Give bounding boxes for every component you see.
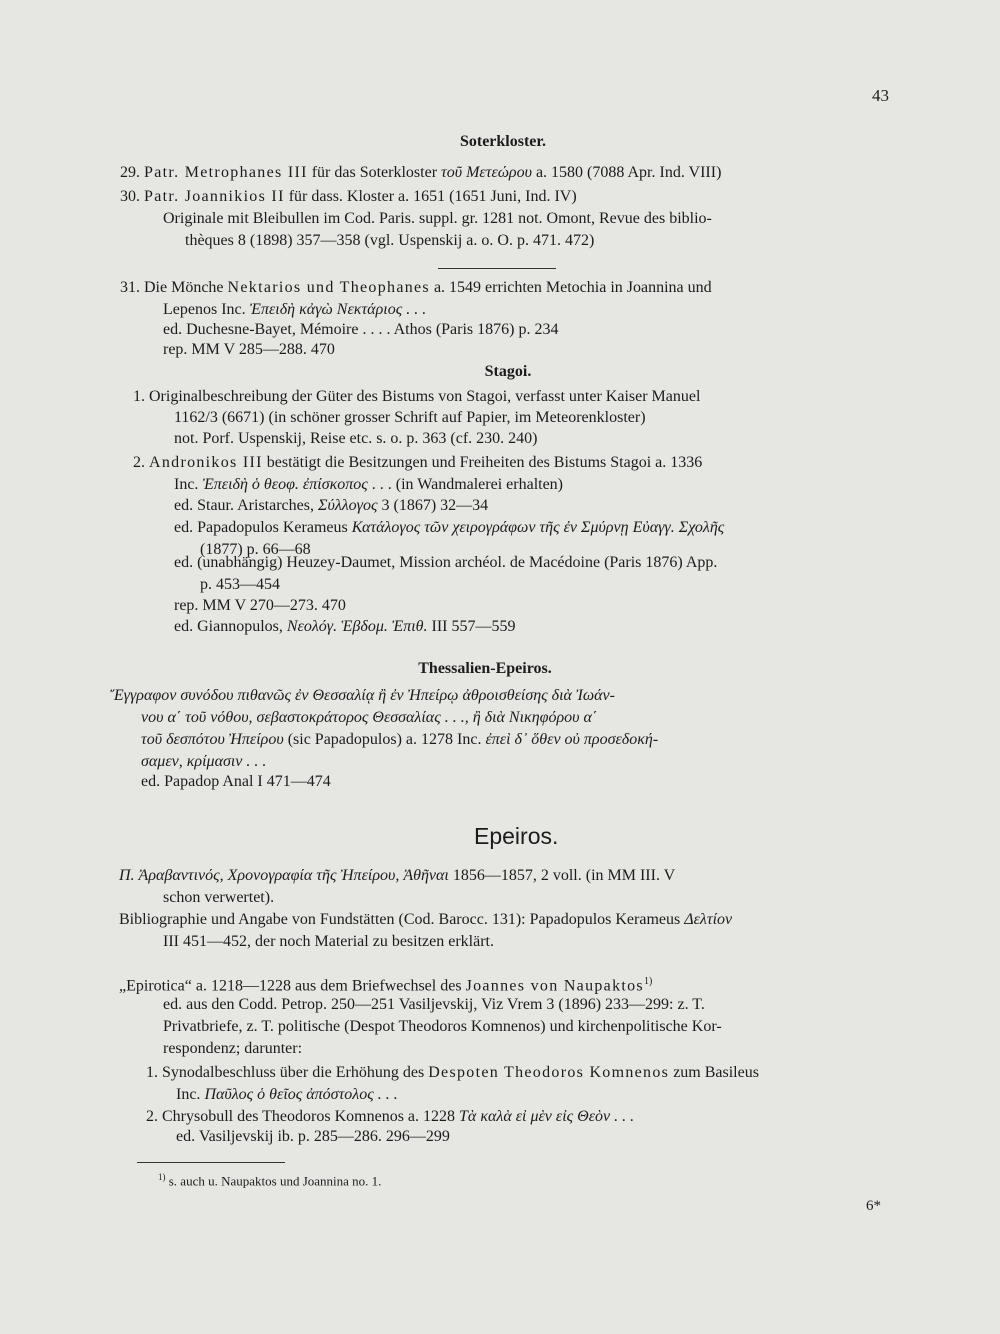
entry-31: 31. Die Mönche Nektarios und Theophanes a. 1549 errichten Metochia in Joannina und (120, 279, 712, 296)
stagoi-entry-1-line3: not. Porf. Uspenskij, Reise etc. s. o. p. 363 (cf. 230. 240) (174, 430, 538, 447)
thessalien-line1: Ἔγγραφον συνόδου πιθανῶς ἐν Θεσσαλίᾳ ἢ ἐν Ἠπείρῳ ἀθροισθείσης διὰ Ἰωάν- (110, 687, 615, 704)
entry-30-line2: Originale mit Bleibullen im Cod. Paris. suppl. gr. 1281 not. Omont, Revue des biblio- (163, 210, 712, 227)
section-divider (438, 268, 556, 269)
stagoi-entry-2-ed2-cont: (1877) p. 66—68 (200, 541, 311, 558)
footnote: $^{1)}$ s. auch u. Naupaktos und Joannina no. 1. (158, 1172, 382, 1189)
entry-31-line3: ed. Duchesne-Bayet, Mémoire . . . . Athos (Paris 1876) p. 234 (163, 321, 559, 338)
epirotica-sub-1: 1. Synodalbeschluss über die Erhöhung des Despoten Theodoros Komnenos zum Basileus (146, 1064, 759, 1081)
epeiros-literature: Π. Ἀραβαντινός, Χρονογραφία τῆς Ἠπείρου, Ἀθῆναι 1856—1857, 2 voll. (in MM III. V (119, 867, 676, 884)
stagoi-entry-2-ed3-cont: p. 453—454 (200, 576, 280, 593)
stagoi-entry-1: 1. Originalbeschreibung der Güter des Bistums von Stagoi, verfasst unter Kaiser Manuel (133, 388, 701, 405)
stagoi-entry-1-line2: 1162/3 (6671) (in schöner grosser Schrift auf Papier, im Meteorenkloster) (174, 409, 646, 426)
entry-29: 29. Patr. Metrophanes III für das Soterkloster τοῦ Μετεώρου a. 1580 (7088 Apr. Ind. VIII) (120, 164, 722, 181)
stagoi-entry-2-ed4: ed. Giannopulos, Νεολόγ. Ἑβδομ. Ἐπιθ. III 557—559 (174, 618, 516, 635)
epirotica-line3: Privatbriefe, z. T. politische (Despot Theodoros Komnenos) und kirchenpolitische Kor- (163, 1018, 722, 1035)
stagoi-entry-2-incipit: Inc. Ἐπειδὴ ὁ θεοφ. ἐπίσκοπος . . . (in Wandmalerei erhalten) (174, 476, 564, 493)
epirotica-sub-1-incipit: Inc. Παῦλος ὁ θεῖος ἀπόστολος . . . (176, 1086, 398, 1103)
epeiros-bibliography-cont: III 451—452, der noch Material zu besitzen erklärt. (163, 933, 494, 950)
stagoi-entry-2: 2. Andronikos III bestätigt die Besitzungen und Freiheiten des Bistums Stagoi a. 1336 (133, 454, 703, 471)
stagoi-entry-2-ed2: ed. Papadopulos Kerameus Κατάλογος τῶν χειρογράφων τῆς ἐν Σμύρνῃ Εὐαγγ. Σχολῆς (174, 519, 725, 536)
footnote-rule (137, 1162, 285, 1163)
stagoi-entry-2-ed3: ed. (unabhängig) Heuzey-Daumet, Mission archéol. de Macédoine (Paris 1876) App. (174, 554, 718, 571)
thessalien-line4: σαμεν, κρίμασιν . . . (141, 753, 267, 770)
entry-30-line3: thèques 8 (1898) 357—358 (vgl. Uspenskij a. o. O. p. 471. 472) (185, 232, 595, 249)
signature-mark: 6* (866, 1198, 881, 1214)
epeiros-bibliography: Bibliographie und Angabe von Fundstätten (Cod. Barocc. 131): Papadopulos Kerameus Δελτίον (119, 911, 733, 928)
thessalien-line3: τοῦ δεσπότου Ἠπείρου (sic Papadopulos) a. 1278 Inc. ἐπεὶ δ᾽ ὅθεν οὐ προσεδοκή- (141, 731, 659, 748)
thessalien-line5: ed. Papadop Anal I 471—474 (141, 773, 331, 790)
entry-31-line2: Lepenos Inc. Ἐπειδὴ κἀγὼ Νεκτάριος . . . (163, 301, 427, 318)
epirotica-line1: „Epirotica“ a. 1218—1228 aus dem Briefwechsel des Joannes von Naupaktos$^{1)}$ (119, 976, 653, 995)
entry-30: 30. Patr. Joannikios II für dass. Kloster a. 1651 (1651 Juni, Ind. IV) (120, 188, 577, 205)
section-heading-thessalien: Thessalien-Epeiros. (418, 660, 552, 677)
stagoi-entry-2-ed1: ed. Staur. Aristarches, Σύλλογος 3 (1867) 32—34 (174, 497, 489, 514)
epirotica-sub-2-ed: ed. Vasiljevskij ib. p. 285—286. 296—299 (176, 1128, 450, 1145)
epeiros-literature-cont: schon verwertet). (163, 889, 275, 906)
epirotica-line4: respondenz; darunter: (163, 1040, 303, 1057)
entry-31-line4: rep. MM V 285—288. 470 (163, 341, 335, 358)
thessalien-line2: νου α΄ τοῦ νόθου, σεβαστοκράτορος Θεσσαλίας . . ., ἢ διὰ Νικηφόρου α΄ (141, 709, 598, 726)
epirotica-sub-2: 2. Chrysobull des Theodoros Komnenos a. 1228 Τὰ καλὰ εἰ μὲν εἰς Θεὸν . . . (146, 1108, 635, 1125)
section-heading-stagoi: Stagoi. (484, 363, 532, 380)
page-number: 43 (872, 86, 889, 105)
section-heading-epeiros: Epeiros. (474, 823, 559, 849)
section-heading-soterkloster: Soterkloster. (459, 133, 547, 150)
stagoi-entry-2-rep: rep. MM V 270—273. 470 (174, 597, 346, 614)
epirotica-line2: ed. aus den Codd. Petrop. 250—251 Vasiljevskij, Viz Vrem 3 (1896) 233—299: z. T. (163, 996, 705, 1013)
